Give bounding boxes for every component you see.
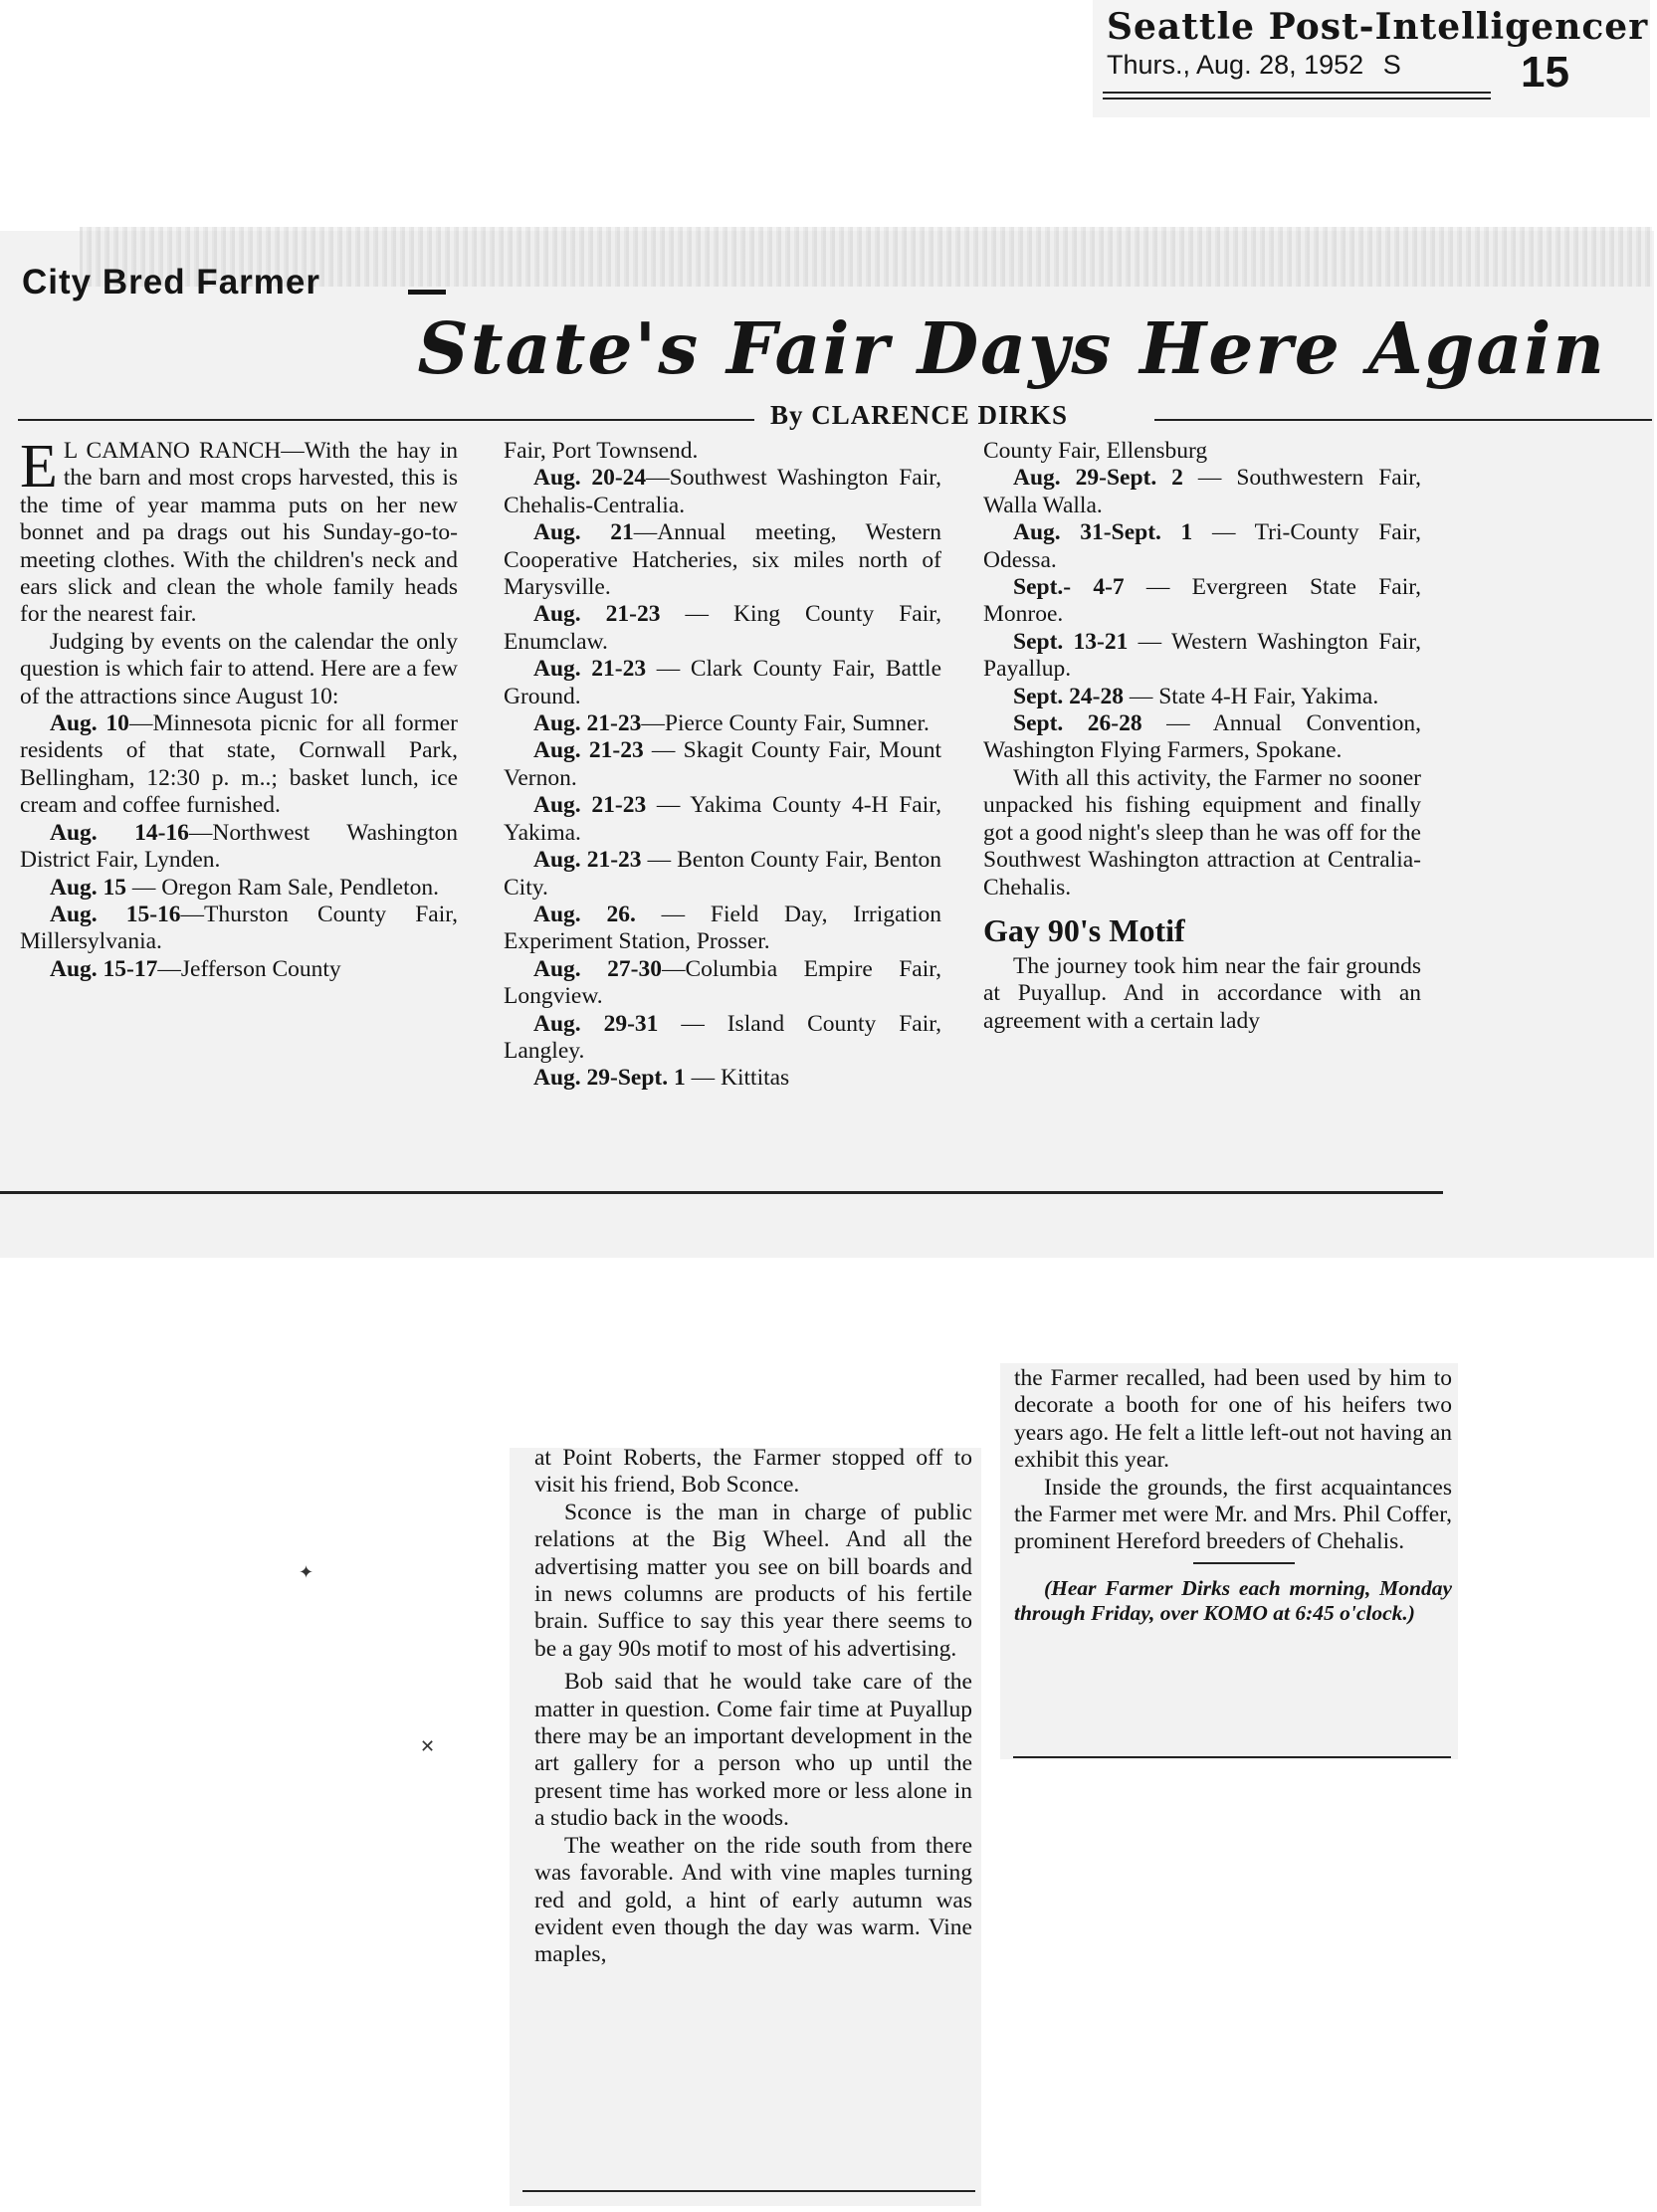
headline: State's Fair Days Here Again [417,306,1606,390]
event-text: Thurston County Fair, Millersylvania. [20,901,458,955]
event-text: Field Day, Irrigation Experiment Station, Prosser. [504,901,941,955]
event-item [20,902,458,956]
subhead: Gay 90's Motif [983,911,1185,948]
paragraph: County Fair, Ellensburg [983,438,1208,464]
lead-paragraph: E L CAMANO RANCH—With the hay in the barn and most crops harvested, this is the time of year mamma puts on her new bonnet and pa drags out his Sunday-go-to-meeting clothes. With the children's neck and ears slick and clean the whole family heads for the nearest fair. [20,433,458,628]
article-column-1 [20,433,458,983]
event-text: State 4-H Fair, Yakima. [1158,683,1379,709]
event-separator: — [658,1010,727,1037]
event-item [983,519,1421,574]
kicker-dash [408,290,446,295]
column-kicker: City Bred Farmer [22,263,320,302]
continuation-column-1 [534,1445,972,1969]
event-text: Southwestern Fair, Walla Walla. [983,465,1421,518]
event-date: Sept. 24-28 [1013,683,1124,709]
event-text: Western Washington Fair, Payallup. [983,628,1421,683]
event-text: Pierce County Fair, Sumner. [664,710,930,737]
event-item [20,710,458,820]
event-item [504,465,941,519]
masthead-rule [1103,92,1491,94]
event-separator: — [685,1065,722,1092]
event-item [504,519,941,601]
event-text: Tri-County Fair, Odessa. [983,519,1421,573]
event-text: Minnesota picnic for all former residents of that state, Cornwall Park, Bellingham, 12:30 p. m..; basket lunch, ice cream and coffee furnished. [20,710,458,819]
paragraph: Judging by events on the calendar the only question is which fair to attend. Here are a few of the attractions since August 10: [20,628,458,709]
radio-note: (Hear Farmer Dirks each morning, Monday through Friday, over KOMO at 6:45 o'clock.) [1014,1575,1452,1625]
event-date: Aug. 26. [533,901,636,927]
separator-rule [1193,1562,1295,1564]
event-item [504,656,941,710]
continuation-column-2 [1014,1365,1452,1626]
event-date: Aug. 10 [50,710,129,737]
event-text: King County Fair, Enumclaw. [504,601,941,655]
event-text: Southwest Washington Fair, Chehalis-Centralia. [504,465,941,518]
event-date: Aug. 21-23 [533,737,644,764]
event-separator: — [180,901,205,927]
event-item [983,629,1421,684]
event-item [983,684,1421,710]
event-date: Sept.- 4-7 [1013,574,1125,601]
event-list [983,465,1421,764]
event-date: Aug. 31-Sept. 1 [1013,519,1193,546]
event-item [20,956,458,983]
speck: ✦ [299,1562,314,1583]
event-text: Evergreen State Fair, Monroe. [983,574,1421,628]
event-separator: — [128,710,153,737]
event-separator: — [646,465,670,492]
event-separator: — [641,847,678,874]
event-text: Jefferson County [180,955,341,982]
event-list [504,465,941,1092]
paragraph: The journey took him near the fair grounds at Puyallup. And in accordance with an agreement with a certain lady [983,952,1421,1034]
event-date: Aug. 21-23 [533,601,661,628]
masthead [1093,0,1650,117]
event-text: Benton County Fair, Benton City. [504,847,941,901]
byline-rule [1154,419,1652,421]
event-item [504,847,941,902]
event-separator: — [1124,574,1192,601]
event-date: Aug. 21-23 [533,656,647,683]
paragraph: The weather on the ride south from there was favorable. And with vine maples turning red and gold, a hint of early autumn was evident even though the day was warm. Vine maples, [534,1832,972,1968]
event-date: Aug. 29-Sept. 1 [533,1065,686,1092]
event-text: Yakima County 4-H Fair, Yakima. [504,792,941,846]
event-item [504,601,941,656]
event-item [504,956,941,1011]
event-separator: — [126,874,162,901]
event-date: Aug. 21 [533,519,634,546]
event-date: Aug. 21-23 [533,792,647,819]
paragraph: Sconce is the man in charge of public relations at the Big Wheel. And all the advertising matter you see on bill boards and in news columns are products of his fertile brain. Suffice to say this year there seems to be a gay 90s motif to most of his advertising. [534,1499,972,1662]
event-separator: — [661,955,686,982]
event-separator: — [660,601,733,628]
event-text: Oregon Ram Sale, Pendleton. [161,874,439,901]
event-separator: — [646,656,691,683]
paragraph: the Farmer recalled, had been used by him to decorate a booth for one of his heifers two years ago. He felt a little left-out not having an exhibit this year. [1014,1365,1452,1474]
drop-cap: E [20,433,58,501]
event-item [983,574,1421,629]
event-date: Aug. 21-23 [533,710,642,737]
event-item [20,820,458,875]
newspaper-name: Seattle Post-Intelligencer [1107,6,1649,48]
event-text: Island County Fair, Langley. [504,1010,941,1064]
bottom-rule [1013,1756,1451,1758]
event-date: Aug. 29-31 [533,1010,659,1037]
event-separator: — [1141,710,1213,737]
event-separator: — [1128,628,1171,655]
event-item [983,710,1421,765]
event-date: Aug. 14-16 [50,819,189,846]
event-item [504,902,941,956]
paragraph: With all this activity, the Farmer no sooner unpacked his fishing equipment and finally got a good night's sleep than he was off for the Southwest Washington attraction at Centralia-Chehalis. [983,764,1421,901]
byline-rule [18,419,754,421]
bottom-rule [522,2190,975,2192]
event-separator: — [643,737,684,764]
event-text: Annual Convention, Washington Flying Farmers, Spokane. [983,710,1421,764]
event-date: Sept. 13-21 [1013,628,1129,655]
event-text: Columbia Empire Fair, Longview. [504,955,941,1010]
event-separator: — [641,710,665,737]
event-text: Skagit County Fair, Mount Vernon. [504,737,941,791]
event-separator: — [188,819,213,846]
event-item [504,792,941,847]
event-item [504,1011,941,1066]
byline: By CLARENCE DIRKS [764,400,1074,431]
event-item [504,710,941,737]
event-text: Kittitas [721,1065,790,1092]
event-item [983,465,1421,519]
event-separator: — [157,955,181,982]
event-date: Aug. 15-17 [50,955,158,982]
speck: ✕ [420,1736,436,1757]
event-separator: — [646,792,691,819]
event-separator: — [1192,519,1255,546]
event-text: Annual meeting, Western Cooperative Hatcheries, six miles north of Marysville. [504,519,941,601]
event-date: Aug. 15 [50,874,127,901]
event-separator: — [1182,465,1237,492]
event-date: Aug. 20-24 [533,465,647,492]
masthead-rule [1103,98,1491,100]
event-item [20,875,458,902]
issue-date: Thurs., Aug. 28, 1952 S [1107,50,1401,80]
edition: S [1382,50,1401,80]
event-item [504,1065,941,1092]
event-separator: — [633,519,658,546]
page-number: 15 [1521,48,1569,97]
bottom-rule [0,1191,1443,1194]
event-date: Aug. 27-30 [533,955,662,982]
event-list [20,710,458,983]
article-column-2 [504,438,941,1093]
event-separator: — [1123,683,1159,709]
event-text: Clark County Fair, Battle Ground. [504,656,942,709]
article-column-3 [983,438,1421,1035]
event-date: Aug. 15-16 [50,901,181,927]
event-separator: — [635,901,711,927]
event-date: Aug. 29-Sept. 2 [1013,465,1183,492]
event-item [504,737,941,792]
paragraph: at Point Roberts, the Farmer stopped off to visit his friend, Bob Sconce. [534,1445,972,1499]
event-date: Sept. 26-28 [1013,710,1142,737]
paragraph: Inside the grounds, the first acquaintances the Farmer met were Mr. and Mrs. Phil Coffer, prominent Hereford breeders of Chehalis. [1014,1474,1452,1555]
event-text: Northwest Washington District Fair, Lynden. [20,819,458,874]
event-date: Aug. 21-23 [533,847,642,874]
paragraph: Fair, Port Townsend. [504,438,699,464]
paragraph: Bob said that he would take care of the matter in question. Come fair time at Puyallup there may be an important development in the art gallery for a person who up until the present time has worked more or less alone in a studio back in the woods. [534,1669,972,1832]
